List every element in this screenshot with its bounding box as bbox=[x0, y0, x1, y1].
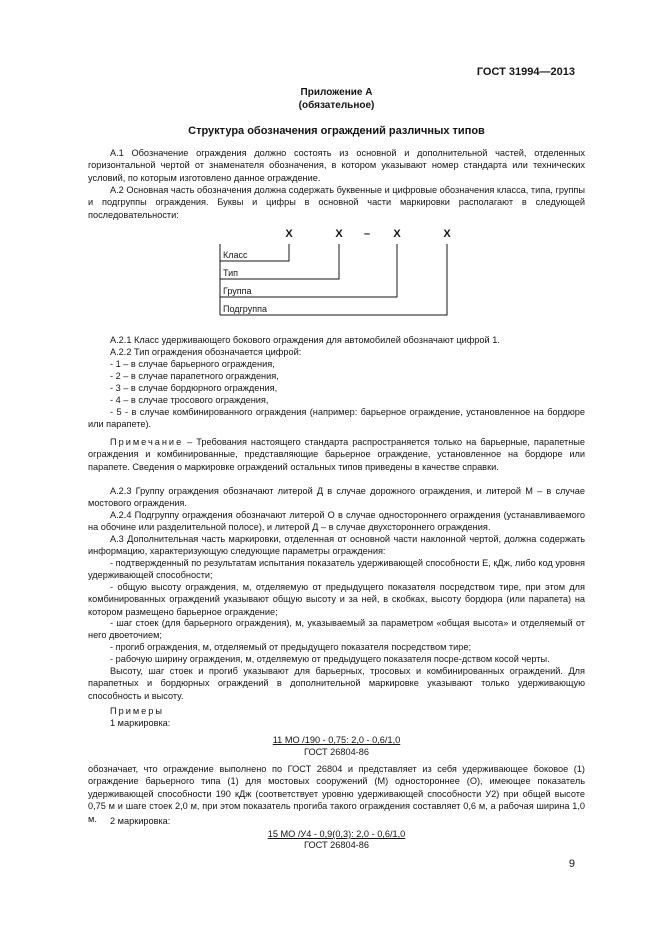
page-number: 9 bbox=[568, 858, 575, 870]
label-class: Класс bbox=[223, 250, 248, 260]
note-paragraph bbox=[88, 436, 585, 473]
standard-number: ГОСТ 31994—2013 bbox=[476, 66, 575, 78]
param-item-5: - рабочую ширину ограждения, м, отделяемую от предыдущего показателя посре-дством косой черты. bbox=[110, 654, 550, 664]
paragraph-a3: А.3 Дополнительная часть маркировки, отделенная от основной части наклонной чертой, должна содержать информацию, характеризующую следующие параметры ограждения: bbox=[88, 534, 585, 557]
class-mark: X bbox=[285, 228, 293, 240]
param-item-2: - общую высоту ограждения, м, отделяемую от предыдущего показателя посредством тире, при этом для комбинированных ограждений указывают общую высоту и за ней, в скобках, высоту бордюра (или парапета) на котором размещено барьерное ограждение; bbox=[88, 582, 585, 617]
example-1-denominator: ГОСТ 26804-86 bbox=[304, 747, 369, 757]
example-2-label: 2 маркировка: bbox=[110, 816, 171, 826]
examples-title: Примеры bbox=[110, 706, 164, 716]
param-item-3: - шаг стоек (для барьерного ограждения), м, указываемый за параметром «общая высота» и отделяемый от него двоеточием; bbox=[88, 618, 585, 641]
dash-mark: – bbox=[363, 228, 371, 240]
param-item-4: - прогиб ограждения, м, отделяемый от предыдущего показателя посредством тире; bbox=[110, 642, 472, 652]
type-item-4: - 4 – в случае тросового ограждения, bbox=[110, 395, 269, 405]
label-type: Тип bbox=[223, 268, 239, 278]
example-1-label: 1 маркировка: bbox=[110, 718, 171, 728]
type-item-2: - 2 – в случае парапетного ограждения, bbox=[110, 371, 279, 381]
example-1-explanation: обозначает, что ограждение выполнено по ГОСТ 26804 и представляет из себя удерживающее боковое (1) ограждение барьерного типа (1) для мостовых сооружений (М) одностороннее (О), имеющее показатель удерживающей способности 190 кДж (соответствует уровню удерживающей способности У2) при общей высоте 0,75 м и шаге стоек 2,0 м, при этом показатель прогиба такого ограждения составляет 0,6 м, а рабочая ширина 1,0 м. bbox=[88, 764, 585, 824]
paragraph-a23: А.2.3 Группу ограждения обозначают литерой Д в случае дорожного ограждения, и литерой М – в случае мостового ограждения. bbox=[88, 486, 585, 509]
paragraph-a22: А.2.2 Тип ограждения обозначается цифрой: bbox=[110, 347, 302, 357]
type-item-3: - 3 – в случае бордюрного ограждения, bbox=[110, 383, 278, 393]
label-subgroup: Подгруппа bbox=[223, 304, 267, 314]
note-text: – Требования настоящего стандарта распространяется только на барьерные, парапетные ограждения и комбинированные, представляющие барьерное ограждение, установленное на бордюре или парапете. Сведения о маркировке ограждений остальных типов приведены в качестве справки. bbox=[88, 437, 585, 472]
example-1-numerator: 11 МО /190 - 0,75: 2,0 - 0,6/1,0 bbox=[272, 735, 401, 745]
paragraph-a1: А.1 Обозначение ограждения должно состоять из основной и дополнительной частей, отделенных горизонтальной чертой от знаменателя обозначения, в котором указывают номер стандарта или технических условий, по которым изготовлено данное ограждение. bbox=[88, 148, 585, 183]
paragraph-a21: А.2.1 Класс удерживающего бокового ограждения для автомобилей обозначают цифрой 1. bbox=[110, 335, 500, 345]
paragraph-a2: А.2 Основная часть обозначения должна содержать буквенные и цифровые обозначения класса, типа, группы и подгруппы ограждения. Буквы и цифры в основной части маркировки располагают в следующей последовательности: bbox=[88, 185, 585, 220]
type-item-1: - 1 – в случае барьерного ограждения, bbox=[110, 359, 275, 369]
subgroup-mark: X bbox=[443, 228, 451, 240]
annex-title: Приложение А bbox=[300, 87, 373, 98]
note-label: Примечание bbox=[110, 437, 184, 447]
label-group: Группа bbox=[223, 286, 252, 296]
designation-diagram bbox=[215, 224, 465, 322]
annex-status: (обязательное) bbox=[298, 100, 375, 111]
paragraph-a24: А.2.4 Подгруппу ограждения обозначают литерой О в случае одностороннего ограждения (устанавливаемого на обочине или разделительной полосе), и литерой Д – в случае двухстороннего ограждения. bbox=[88, 510, 585, 533]
section-heading: Структура обозначения ограждений различных типов bbox=[188, 125, 485, 137]
example-2-denominator: ГОСТ 26804-86 bbox=[304, 840, 369, 850]
example-2-numerator: 15 МО /У4 - 0,9(0,3): 2,0 - 0,6/1,0 bbox=[267, 829, 406, 839]
type-item-5: - 5 - в случае комбинированного ограждения (например: барьерное ограждение, установленное на бордюре или парапете). bbox=[88, 407, 585, 430]
type-mark: X bbox=[335, 228, 343, 240]
paragraph-height: Высоту, шаг стоек и прогиб указывают для барьерных, тросовых и комбинированных ограждений. Для парапетных и бордюрных ограждений в дополнительной маркировке указывают только удерживающую способность и высоту. bbox=[88, 666, 585, 701]
group-mark: X bbox=[393, 228, 401, 240]
param-item-1: - подтвержденный по результатам испытания показатель удерживающей способности Е, кДж, либо код уровня удерживающей способности; bbox=[88, 558, 585, 581]
